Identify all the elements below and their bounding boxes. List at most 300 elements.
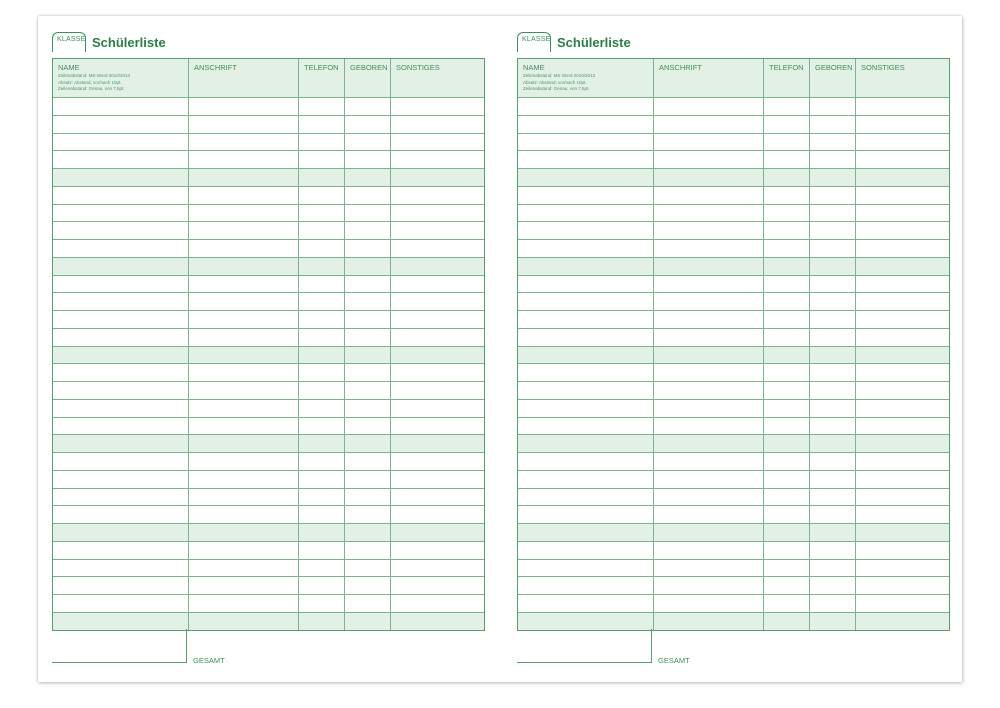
table-cell[interactable]	[53, 222, 188, 239]
table-cell[interactable]	[653, 400, 763, 417]
table-cell[interactable]	[53, 613, 188, 630]
table-cell[interactable]	[344, 205, 390, 222]
table-cell[interactable]	[653, 98, 763, 115]
table-cell[interactable]	[188, 151, 298, 168]
table-cell[interactable]	[390, 524, 484, 541]
table-cell[interactable]	[298, 560, 344, 577]
table-cell[interactable]	[518, 506, 653, 523]
table-cell[interactable]	[344, 311, 390, 328]
table-cell[interactable]	[53, 276, 188, 293]
table-cell[interactable]	[298, 240, 344, 257]
table-cell[interactable]	[518, 205, 653, 222]
table-cell[interactable]	[763, 418, 809, 435]
table-cell[interactable]	[390, 329, 484, 346]
table-cell[interactable]	[390, 134, 484, 151]
table-cell[interactable]	[53, 347, 188, 364]
table-cell[interactable]	[518, 471, 653, 488]
table-cell[interactable]	[344, 293, 390, 310]
table-cell[interactable]	[53, 435, 188, 452]
table-cell[interactable]	[390, 506, 484, 523]
table-cell[interactable]	[653, 524, 763, 541]
table-cell[interactable]	[809, 577, 855, 594]
klasse-tab[interactable]: KLASSE	[517, 32, 551, 52]
table-cell[interactable]	[298, 435, 344, 452]
table-cell[interactable]	[763, 560, 809, 577]
table-cell[interactable]	[53, 151, 188, 168]
table-cell[interactable]	[344, 329, 390, 346]
table-cell[interactable]	[188, 364, 298, 381]
table-cell[interactable]	[298, 364, 344, 381]
table-cell[interactable]	[188, 542, 298, 559]
table-cell[interactable]	[53, 489, 188, 506]
table-cell[interactable]	[518, 418, 653, 435]
table-cell[interactable]	[188, 524, 298, 541]
table-cell[interactable]	[188, 187, 298, 204]
table-cell[interactable]	[763, 258, 809, 275]
table-cell[interactable]	[344, 613, 390, 630]
table-cell[interactable]	[809, 258, 855, 275]
table-cell[interactable]	[390, 187, 484, 204]
table-cell[interactable]	[188, 577, 298, 594]
table-cell[interactable]	[653, 577, 763, 594]
table-cell[interactable]	[653, 542, 763, 559]
table-cell[interactable]	[344, 435, 390, 452]
table-cell[interactable]	[653, 116, 763, 133]
table-cell[interactable]	[518, 542, 653, 559]
table-cell[interactable]	[53, 418, 188, 435]
table-cell[interactable]	[763, 205, 809, 222]
table-cell[interactable]	[809, 116, 855, 133]
table-cell[interactable]	[390, 347, 484, 364]
table-cell[interactable]	[344, 471, 390, 488]
table-cell[interactable]	[344, 595, 390, 612]
table-cell[interactable]	[390, 364, 484, 381]
table-cell[interactable]	[298, 98, 344, 115]
table-cell[interactable]	[298, 329, 344, 346]
table-cell[interactable]	[298, 134, 344, 151]
table-cell[interactable]	[390, 222, 484, 239]
table-cell[interactable]	[53, 258, 188, 275]
table-cell[interactable]	[809, 329, 855, 346]
table-cell[interactable]	[653, 364, 763, 381]
table-cell[interactable]	[653, 453, 763, 470]
table-cell[interactable]	[653, 293, 763, 310]
table-cell[interactable]	[855, 258, 949, 275]
table-cell[interactable]	[53, 187, 188, 204]
table-cell[interactable]	[763, 613, 809, 630]
table-cell[interactable]	[518, 240, 653, 257]
table-cell[interactable]	[53, 524, 188, 541]
table-cell[interactable]	[344, 98, 390, 115]
table-cell[interactable]	[518, 98, 653, 115]
table-cell[interactable]	[298, 151, 344, 168]
table-cell[interactable]	[298, 293, 344, 310]
table-cell[interactable]	[53, 293, 188, 310]
table-cell[interactable]	[855, 151, 949, 168]
table-cell[interactable]	[763, 240, 809, 257]
table-cell[interactable]	[344, 151, 390, 168]
table-cell[interactable]	[809, 542, 855, 559]
table-cell[interactable]	[653, 435, 763, 452]
table-cell[interactable]	[298, 542, 344, 559]
table-cell[interactable]	[344, 364, 390, 381]
table-cell[interactable]	[53, 560, 188, 577]
table-cell[interactable]	[188, 400, 298, 417]
table-cell[interactable]	[188, 205, 298, 222]
total-field[interactable]	[517, 662, 652, 663]
table-cell[interactable]	[809, 347, 855, 364]
table-cell[interactable]	[653, 276, 763, 293]
table-cell[interactable]	[53, 542, 188, 559]
table-cell[interactable]	[855, 222, 949, 239]
table-cell[interactable]	[855, 471, 949, 488]
table-cell[interactable]	[809, 240, 855, 257]
table-cell[interactable]	[518, 577, 653, 594]
table-cell[interactable]	[653, 151, 763, 168]
table-cell[interactable]	[298, 222, 344, 239]
table-cell[interactable]	[763, 400, 809, 417]
table-cell[interactable]	[809, 506, 855, 523]
table-cell[interactable]	[53, 471, 188, 488]
table-cell[interactable]	[298, 471, 344, 488]
table-cell[interactable]	[855, 276, 949, 293]
table-cell[interactable]	[390, 205, 484, 222]
table-cell[interactable]	[518, 613, 653, 630]
table-cell[interactable]	[344, 187, 390, 204]
table-cell[interactable]	[809, 524, 855, 541]
table-cell[interactable]	[763, 169, 809, 186]
table-cell[interactable]	[855, 453, 949, 470]
table-cell[interactable]	[298, 613, 344, 630]
table-cell[interactable]	[53, 577, 188, 594]
table-cell[interactable]	[390, 169, 484, 186]
table-cell[interactable]	[518, 524, 653, 541]
table-cell[interactable]	[763, 577, 809, 594]
table-cell[interactable]	[298, 116, 344, 133]
table-cell[interactable]	[53, 382, 188, 399]
table-cell[interactable]	[188, 489, 298, 506]
table-cell[interactable]	[855, 418, 949, 435]
table-cell[interactable]	[763, 329, 809, 346]
table-cell[interactable]	[298, 453, 344, 470]
table-cell[interactable]	[763, 222, 809, 239]
table-cell[interactable]	[518, 187, 653, 204]
total-field[interactable]	[52, 662, 187, 663]
table-cell[interactable]	[809, 613, 855, 630]
table-cell[interactable]	[809, 151, 855, 168]
table-cell[interactable]	[809, 187, 855, 204]
table-cell[interactable]	[855, 524, 949, 541]
table-cell[interactable]	[855, 595, 949, 612]
table-cell[interactable]	[763, 276, 809, 293]
table-cell[interactable]	[809, 489, 855, 506]
table-cell[interactable]	[298, 311, 344, 328]
table-cell[interactable]	[518, 134, 653, 151]
table-cell[interactable]	[53, 329, 188, 346]
table-cell[interactable]	[809, 382, 855, 399]
table-cell[interactable]	[809, 560, 855, 577]
table-cell[interactable]	[188, 329, 298, 346]
table-cell[interactable]	[188, 613, 298, 630]
table-cell[interactable]	[763, 98, 809, 115]
table-cell[interactable]	[53, 453, 188, 470]
table-cell[interactable]	[344, 489, 390, 506]
table-cell[interactable]	[809, 169, 855, 186]
table-cell[interactable]	[188, 276, 298, 293]
table-cell[interactable]	[390, 276, 484, 293]
table-cell[interactable]	[653, 613, 763, 630]
table-cell[interactable]	[298, 577, 344, 594]
table-cell[interactable]	[809, 205, 855, 222]
table-cell[interactable]	[653, 560, 763, 577]
table-cell[interactable]	[809, 293, 855, 310]
table-cell[interactable]	[344, 524, 390, 541]
table-cell[interactable]	[188, 435, 298, 452]
table-cell[interactable]	[390, 293, 484, 310]
table-cell[interactable]	[518, 489, 653, 506]
table-cell[interactable]	[298, 506, 344, 523]
table-cell[interactable]	[855, 329, 949, 346]
table-cell[interactable]	[188, 240, 298, 257]
table-cell[interactable]	[855, 542, 949, 559]
table-cell[interactable]	[344, 222, 390, 239]
table-cell[interactable]	[653, 187, 763, 204]
table-cell[interactable]	[653, 311, 763, 328]
table-cell[interactable]	[855, 560, 949, 577]
table-cell[interactable]	[344, 453, 390, 470]
table-cell[interactable]	[188, 453, 298, 470]
table-cell[interactable]	[53, 116, 188, 133]
klasse-tab[interactable]: KLASSE	[52, 32, 86, 52]
table-cell[interactable]	[188, 347, 298, 364]
table-cell[interactable]	[53, 595, 188, 612]
table-cell[interactable]	[763, 151, 809, 168]
table-cell[interactable]	[344, 347, 390, 364]
table-cell[interactable]	[53, 506, 188, 523]
table-cell[interactable]	[653, 506, 763, 523]
table-cell[interactable]	[809, 98, 855, 115]
table-cell[interactable]	[53, 311, 188, 328]
table-cell[interactable]	[53, 400, 188, 417]
table-cell[interactable]	[188, 293, 298, 310]
table-cell[interactable]	[653, 205, 763, 222]
table-cell[interactable]	[809, 364, 855, 381]
table-cell[interactable]	[855, 347, 949, 364]
table-cell[interactable]	[809, 435, 855, 452]
table-cell[interactable]	[855, 293, 949, 310]
table-cell[interactable]	[53, 98, 188, 115]
table-cell[interactable]	[390, 560, 484, 577]
table-cell[interactable]	[518, 276, 653, 293]
table-cell[interactable]	[653, 240, 763, 257]
table-cell[interactable]	[188, 471, 298, 488]
table-cell[interactable]	[344, 506, 390, 523]
table-cell[interactable]	[188, 311, 298, 328]
table-cell[interactable]	[763, 542, 809, 559]
table-cell[interactable]	[344, 400, 390, 417]
table-cell[interactable]	[298, 258, 344, 275]
table-cell[interactable]	[298, 400, 344, 417]
table-cell[interactable]	[298, 169, 344, 186]
table-cell[interactable]	[855, 169, 949, 186]
table-cell[interactable]	[809, 134, 855, 151]
table-cell[interactable]	[518, 116, 653, 133]
table-cell[interactable]	[53, 169, 188, 186]
table-cell[interactable]	[763, 347, 809, 364]
table-cell[interactable]	[344, 418, 390, 435]
table-cell[interactable]	[855, 506, 949, 523]
table-cell[interactable]	[653, 471, 763, 488]
table-cell[interactable]	[298, 489, 344, 506]
table-cell[interactable]	[518, 382, 653, 399]
table-cell[interactable]	[53, 134, 188, 151]
table-cell[interactable]	[855, 364, 949, 381]
table-cell[interactable]	[763, 311, 809, 328]
table-cell[interactable]	[653, 382, 763, 399]
table-cell[interactable]	[188, 595, 298, 612]
table-cell[interactable]	[653, 222, 763, 239]
table-cell[interactable]	[763, 187, 809, 204]
table-cell[interactable]	[518, 222, 653, 239]
table-cell[interactable]	[344, 116, 390, 133]
table-cell[interactable]	[390, 471, 484, 488]
table-cell[interactable]	[855, 205, 949, 222]
table-cell[interactable]	[298, 347, 344, 364]
table-cell[interactable]	[518, 347, 653, 364]
table-cell[interactable]	[763, 489, 809, 506]
table-cell[interactable]	[809, 595, 855, 612]
table-cell[interactable]	[653, 595, 763, 612]
table-cell[interactable]	[518, 293, 653, 310]
table-cell[interactable]	[188, 258, 298, 275]
table-cell[interactable]	[518, 329, 653, 346]
table-cell[interactable]	[763, 116, 809, 133]
table-cell[interactable]	[653, 258, 763, 275]
table-cell[interactable]	[390, 240, 484, 257]
table-cell[interactable]	[809, 471, 855, 488]
table-cell[interactable]	[855, 435, 949, 452]
table-cell[interactable]	[518, 311, 653, 328]
table-cell[interactable]	[763, 435, 809, 452]
table-cell[interactable]	[763, 453, 809, 470]
table-cell[interactable]	[390, 613, 484, 630]
table-cell[interactable]	[390, 98, 484, 115]
table-cell[interactable]	[518, 435, 653, 452]
table-cell[interactable]	[298, 276, 344, 293]
table-cell[interactable]	[653, 169, 763, 186]
table-cell[interactable]	[344, 577, 390, 594]
table-cell[interactable]	[763, 134, 809, 151]
table-cell[interactable]	[390, 382, 484, 399]
table-cell[interactable]	[518, 169, 653, 186]
table-cell[interactable]	[344, 169, 390, 186]
table-cell[interactable]	[53, 364, 188, 381]
table-cell[interactable]	[653, 347, 763, 364]
table-cell[interactable]	[518, 560, 653, 577]
table-cell[interactable]	[518, 151, 653, 168]
table-cell[interactable]	[809, 311, 855, 328]
table-cell[interactable]	[855, 240, 949, 257]
table-cell[interactable]	[653, 134, 763, 151]
table-cell[interactable]	[763, 524, 809, 541]
table-cell[interactable]	[763, 293, 809, 310]
table-cell[interactable]	[298, 382, 344, 399]
table-cell[interactable]	[188, 116, 298, 133]
table-cell[interactable]	[188, 418, 298, 435]
table-cell[interactable]	[390, 400, 484, 417]
table-cell[interactable]	[344, 560, 390, 577]
table-cell[interactable]	[518, 364, 653, 381]
table-cell[interactable]	[53, 205, 188, 222]
table-cell[interactable]	[518, 595, 653, 612]
table-cell[interactable]	[188, 98, 298, 115]
table-cell[interactable]	[188, 222, 298, 239]
table-cell[interactable]	[390, 435, 484, 452]
table-cell[interactable]	[855, 98, 949, 115]
table-cell[interactable]	[344, 382, 390, 399]
table-cell[interactable]	[653, 489, 763, 506]
table-cell[interactable]	[188, 560, 298, 577]
table-cell[interactable]	[188, 382, 298, 399]
table-cell[interactable]	[188, 506, 298, 523]
table-cell[interactable]	[390, 453, 484, 470]
table-cell[interactable]	[518, 258, 653, 275]
table-cell[interactable]	[344, 276, 390, 293]
table-cell[interactable]	[390, 489, 484, 506]
table-cell[interactable]	[344, 240, 390, 257]
table-cell[interactable]	[809, 400, 855, 417]
table-cell[interactable]	[298, 205, 344, 222]
table-cell[interactable]	[855, 116, 949, 133]
table-cell[interactable]	[344, 134, 390, 151]
table-cell[interactable]	[298, 595, 344, 612]
table-cell[interactable]	[390, 577, 484, 594]
table-cell[interactable]	[344, 542, 390, 559]
table-cell[interactable]	[809, 222, 855, 239]
table-cell[interactable]	[763, 364, 809, 381]
table-cell[interactable]	[763, 506, 809, 523]
table-cell[interactable]	[344, 258, 390, 275]
table-cell[interactable]	[390, 311, 484, 328]
table-cell[interactable]	[763, 595, 809, 612]
table-cell[interactable]	[390, 151, 484, 168]
table-cell[interactable]	[763, 382, 809, 399]
table-cell[interactable]	[855, 489, 949, 506]
table-cell[interactable]	[809, 453, 855, 470]
table-cell[interactable]	[188, 169, 298, 186]
table-cell[interactable]	[390, 116, 484, 133]
table-cell[interactable]	[653, 418, 763, 435]
table-cell[interactable]	[855, 134, 949, 151]
table-cell[interactable]	[855, 577, 949, 594]
table-cell[interactable]	[855, 311, 949, 328]
table-cell[interactable]	[855, 382, 949, 399]
table-cell[interactable]	[809, 276, 855, 293]
table-cell[interactable]	[763, 471, 809, 488]
table-cell[interactable]	[298, 418, 344, 435]
table-cell[interactable]	[653, 329, 763, 346]
table-cell[interactable]	[188, 134, 298, 151]
table-cell[interactable]	[298, 524, 344, 541]
table-cell[interactable]	[390, 418, 484, 435]
table-cell[interactable]	[390, 542, 484, 559]
table-cell[interactable]	[809, 418, 855, 435]
table-cell[interactable]	[53, 240, 188, 257]
table-cell[interactable]	[855, 613, 949, 630]
table-cell[interactable]	[298, 187, 344, 204]
table-cell[interactable]	[518, 453, 653, 470]
table-cell[interactable]	[390, 595, 484, 612]
